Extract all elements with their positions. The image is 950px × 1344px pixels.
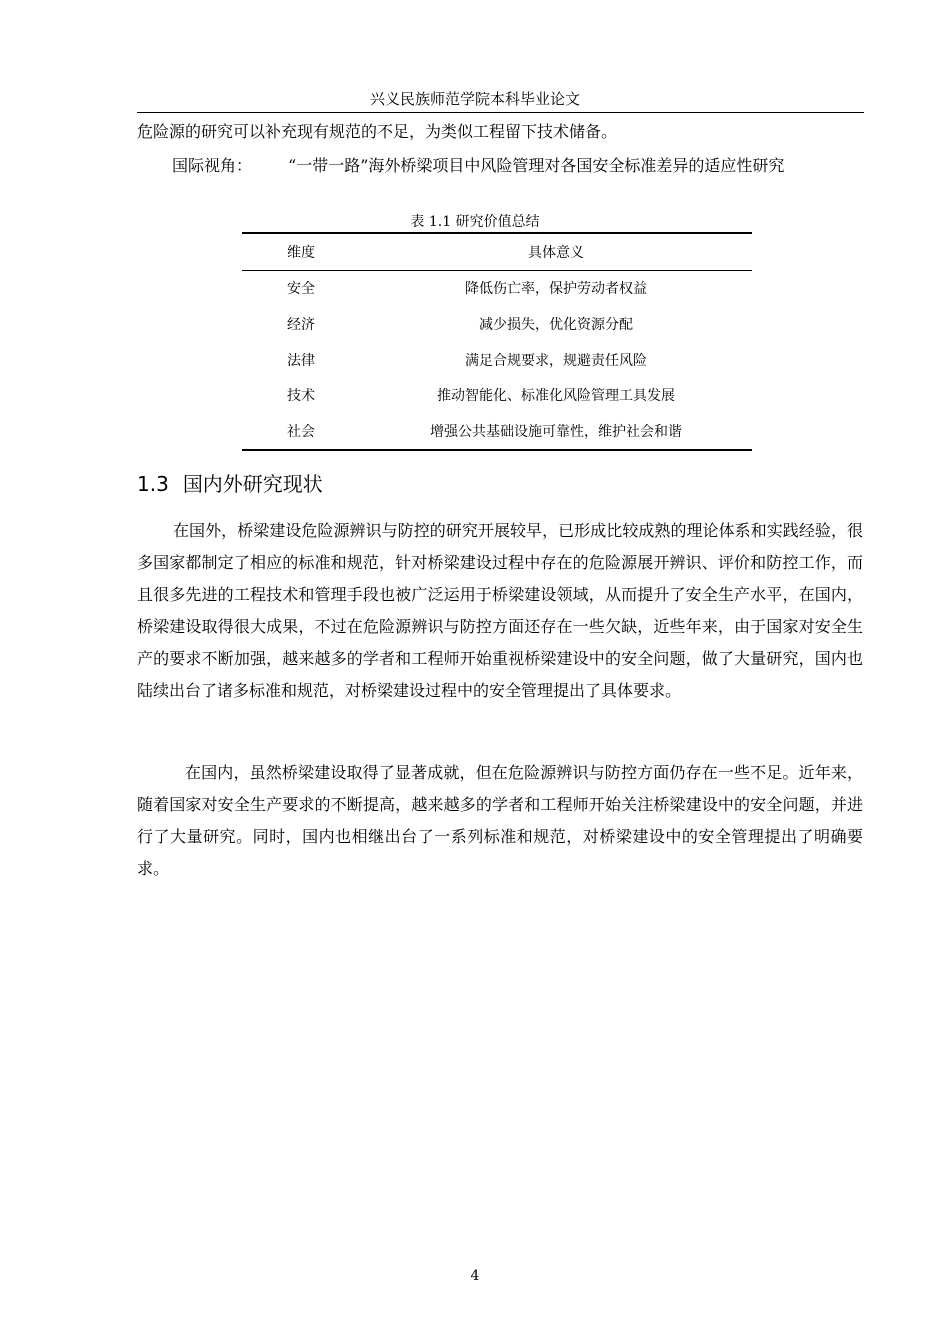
table-caption: 表 1.1 研究价值总结 [410, 214, 540, 230]
intl-perspective-paragraph [137, 151, 863, 181]
intl-perspective-label: 国际视角： [172, 156, 253, 175]
intl-perspective-text: “一带一路”海外桥梁项目中风险管理对各国安全标准差异的适应性研究 [288, 156, 785, 175]
table-row [242, 306, 752, 342]
table-cell-dimension: 技术 [287, 388, 315, 405]
column-header-dimension: 维度 [287, 244, 315, 261]
table-cell-dimension: 法律 [287, 352, 315, 369]
page-header-title: 兴义民族师范学院本科毕业论文 [369, 90, 580, 108]
table-cell-meaning: 满足合规要求，规避责任风险 [465, 352, 647, 369]
table-row [242, 270, 752, 306]
table-cell-dimension: 安全 [287, 281, 315, 298]
table-row [242, 342, 752, 378]
table-cell-meaning: 降低伤亡率，保护劳动者权益 [465, 281, 647, 298]
table-row [242, 377, 752, 413]
column-header-meaning: 具体意义 [528, 244, 584, 261]
table-cell-dimension: 经济 [287, 316, 315, 333]
section-heading [137, 470, 323, 498]
body-paragraph: 在国内，虽然桥梁建设取得了显著成就，但在危险源辨识与防控方面仍存在一些不足。近年来，随着国家对安全生产要求的不断提高，越来越多的学者和工程师开始关注桥梁建设中的安全问题，并进行了大量研究。同时，国内也相继出台了一系列标准和规范，对桥梁建设中的安全管理提出了明确要求。 [137, 763, 863, 878]
table-header-row [242, 233, 752, 270]
table-row [242, 413, 752, 450]
table-cell-meaning: 减少损失，优化资源分配 [479, 316, 633, 333]
body-paragraph: 在国外，桥梁建设危险源辨识与防控的研究开展较早，已形成比较成熟的理论体系和实践经验，很多国家都制定了相应的标准和规范，针对桥梁建设过程中存在的危险源展开辨识、评价和防控工作，而且很多先进的工程技术和管理手段也被广泛运用于桥梁建设领域，从而提升了安全生产水平，在国内，桥梁建设取得很大成果，不过在危险源辨识与防控方面还存在一些欠缺，近些年来，由于国家对安全生产的要求不断加强，越来越多的学者和工程师开始重视桥梁建设中的安全问题，做了大量研究，国内也陆续出台了诸多标准和规范，对桥梁建设过程中的安全管理提出了具体要求。 [137, 521, 863, 700]
section-number: 1.3 [137, 472, 169, 496]
header-divider [137, 112, 864, 113]
table-cell-meaning: 推动智能化、标准化风险管理工具发展 [437, 388, 675, 405]
table-cell-meaning: 增强公共基础设施可靠性，维护社会和谐 [430, 423, 682, 440]
research-value-table [242, 232, 752, 451]
section-title: 国内外研究现状 [182, 472, 323, 496]
page-number: 4 [470, 1268, 480, 1284]
intro-continuation: 危险源的研究可以补充现有规范的不足，为类似工程留下技术储备。 [137, 122, 618, 141]
table-cell-dimension: 社会 [287, 423, 315, 440]
